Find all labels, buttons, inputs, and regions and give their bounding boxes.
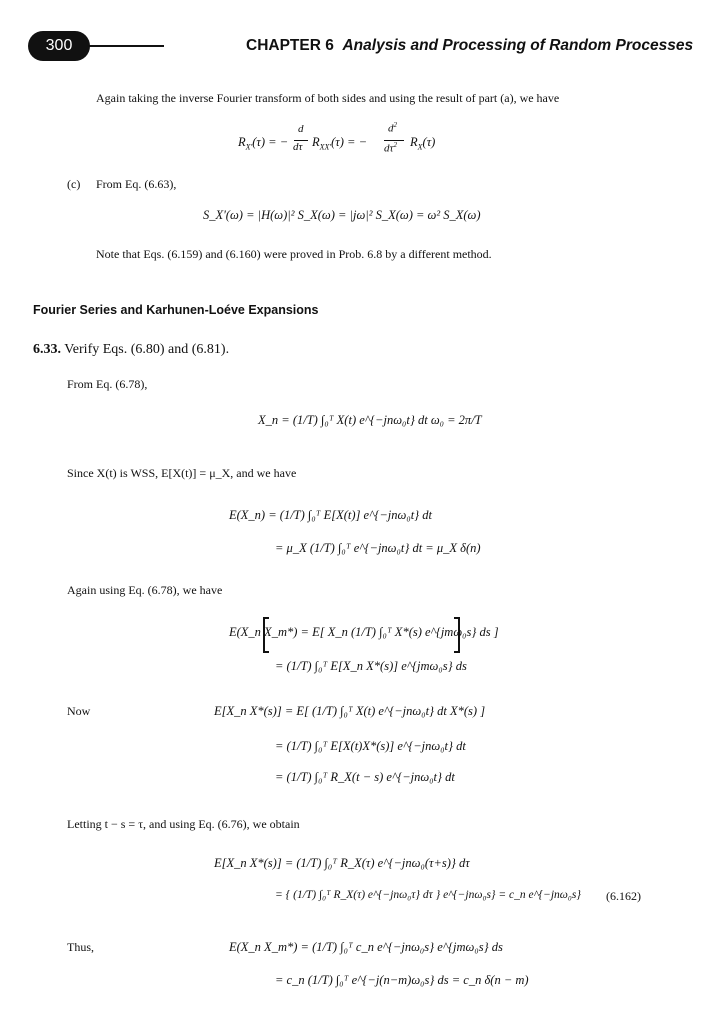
problem-number: 6.33. <box>33 342 61 357</box>
from-text: From Eq. (6.78), <box>67 377 148 391</box>
header-rule <box>88 45 164 47</box>
chapter-header <box>246 37 693 55</box>
equation-rx-derivative: $R_{X'}(\tau)$ = − d dτ $R_{XX'}(\tau)$ = − $d^2$ $d\tau^2$ $R_X(\tau)$ <box>238 121 436 155</box>
equation-xn: X_n = (1/T) ∫₀ᵀ X(t) e^{−jnω₀t} dt ω₀ = 2π/T <box>258 413 482 427</box>
right-bracket <box>454 617 460 653</box>
problem-text: Verify Eqs. (6.80) and (6.81). <box>64 342 230 357</box>
equation-now-line2: = (1/T) ∫₀ᵀ E[X(t)X*(s)] e^{−jnω₀t} dt <box>275 739 466 753</box>
equation-exn-line2: = μ_X (1/T) ∫₀ᵀ e^{−jnω₀t} dt = μ_X δ(n) <box>275 541 481 555</box>
equation-exnxm-line2: = (1/T) ∫₀ᵀ E[X_n X*(s)] e^{jmω₀s} ds <box>275 659 467 673</box>
section-heading: Fourier Series and Karhunen-Loéve Expansions <box>33 303 319 317</box>
equation-exnxm-line1: E(X_n X_m*) = E[ X_n (1/T) ∫₀ᵀ X*(s) e^{jmω₀s} ds ] <box>229 625 499 639</box>
now-label: Now <box>67 704 91 718</box>
letting-text: Letting t − s = τ, and using Eq. (6.76), we obtain <box>67 817 300 831</box>
wss-text: Since X(t) is WSS, E[X(t)] = μ_X, and we have <box>67 466 297 480</box>
problem-statement <box>33 342 229 358</box>
note-text: Note that Eqs. (6.159) and (6.160) were proved in Prob. 6.8 by a different method. <box>96 247 492 261</box>
page-number-badge: 300 <box>28 31 90 61</box>
equation-now-line1: E[X_n X*(s)] = E[ (1/T) ∫₀ᵀ X(t) e^{−jnω₀t} dt X*(s) ] <box>214 704 486 718</box>
equation-number: (6.162) <box>606 889 641 903</box>
equation-exn-line1: E(X_n) = (1/T) ∫₀ᵀ E[X(t)] e^{−jnω₀t} dt <box>229 508 433 522</box>
chapter-title: Analysis and Processing of Random Processes <box>342 37 694 54</box>
intro-text: Again taking the inverse Fourier transform of both sides and using the result of part (a), we have <box>96 91 560 105</box>
part-c-label: (c) <box>67 177 81 191</box>
part-c-text: From Eq. (6.63), <box>96 177 177 191</box>
chapter-label: CHAPTER 6 <box>246 37 334 54</box>
equation-thus-line2: = c_n (1/T) ∫₀ᵀ e^{−j(n−m)ω₀s} ds = c_n δ(n − m) <box>275 973 529 987</box>
equation-c: S_X'(ω) = |H(ω)|² S_X(ω) = |jω|² S_X(ω) = ω² S_X(ω) <box>203 208 481 222</box>
equation-letting-line1: E[X_n X*(s)] = (1/T) ∫₀ᵀ R_X(τ) e^{−jnω₀(τ+s)} dτ <box>214 856 470 870</box>
equation-now-line3: = (1/T) ∫₀ᵀ R_X(t − s) e^{−jnω₀t} dt <box>275 770 455 784</box>
equation-letting-line2: = { (1/T) ∫₀ᵀ R_X(τ) e^{−jnω₀τ} dτ } e^{−jnω₀s} = c_n e^{−jnω₀s} <box>275 889 581 901</box>
equation-thus-line1: E(X_n X_m*) = (1/T) ∫₀ᵀ c_n e^{−jnω₀s} e^{jmω₀s} ds <box>229 940 503 954</box>
again-text: Again using Eq. (6.78), we have <box>67 583 223 597</box>
thus-label: Thus, <box>67 940 94 954</box>
